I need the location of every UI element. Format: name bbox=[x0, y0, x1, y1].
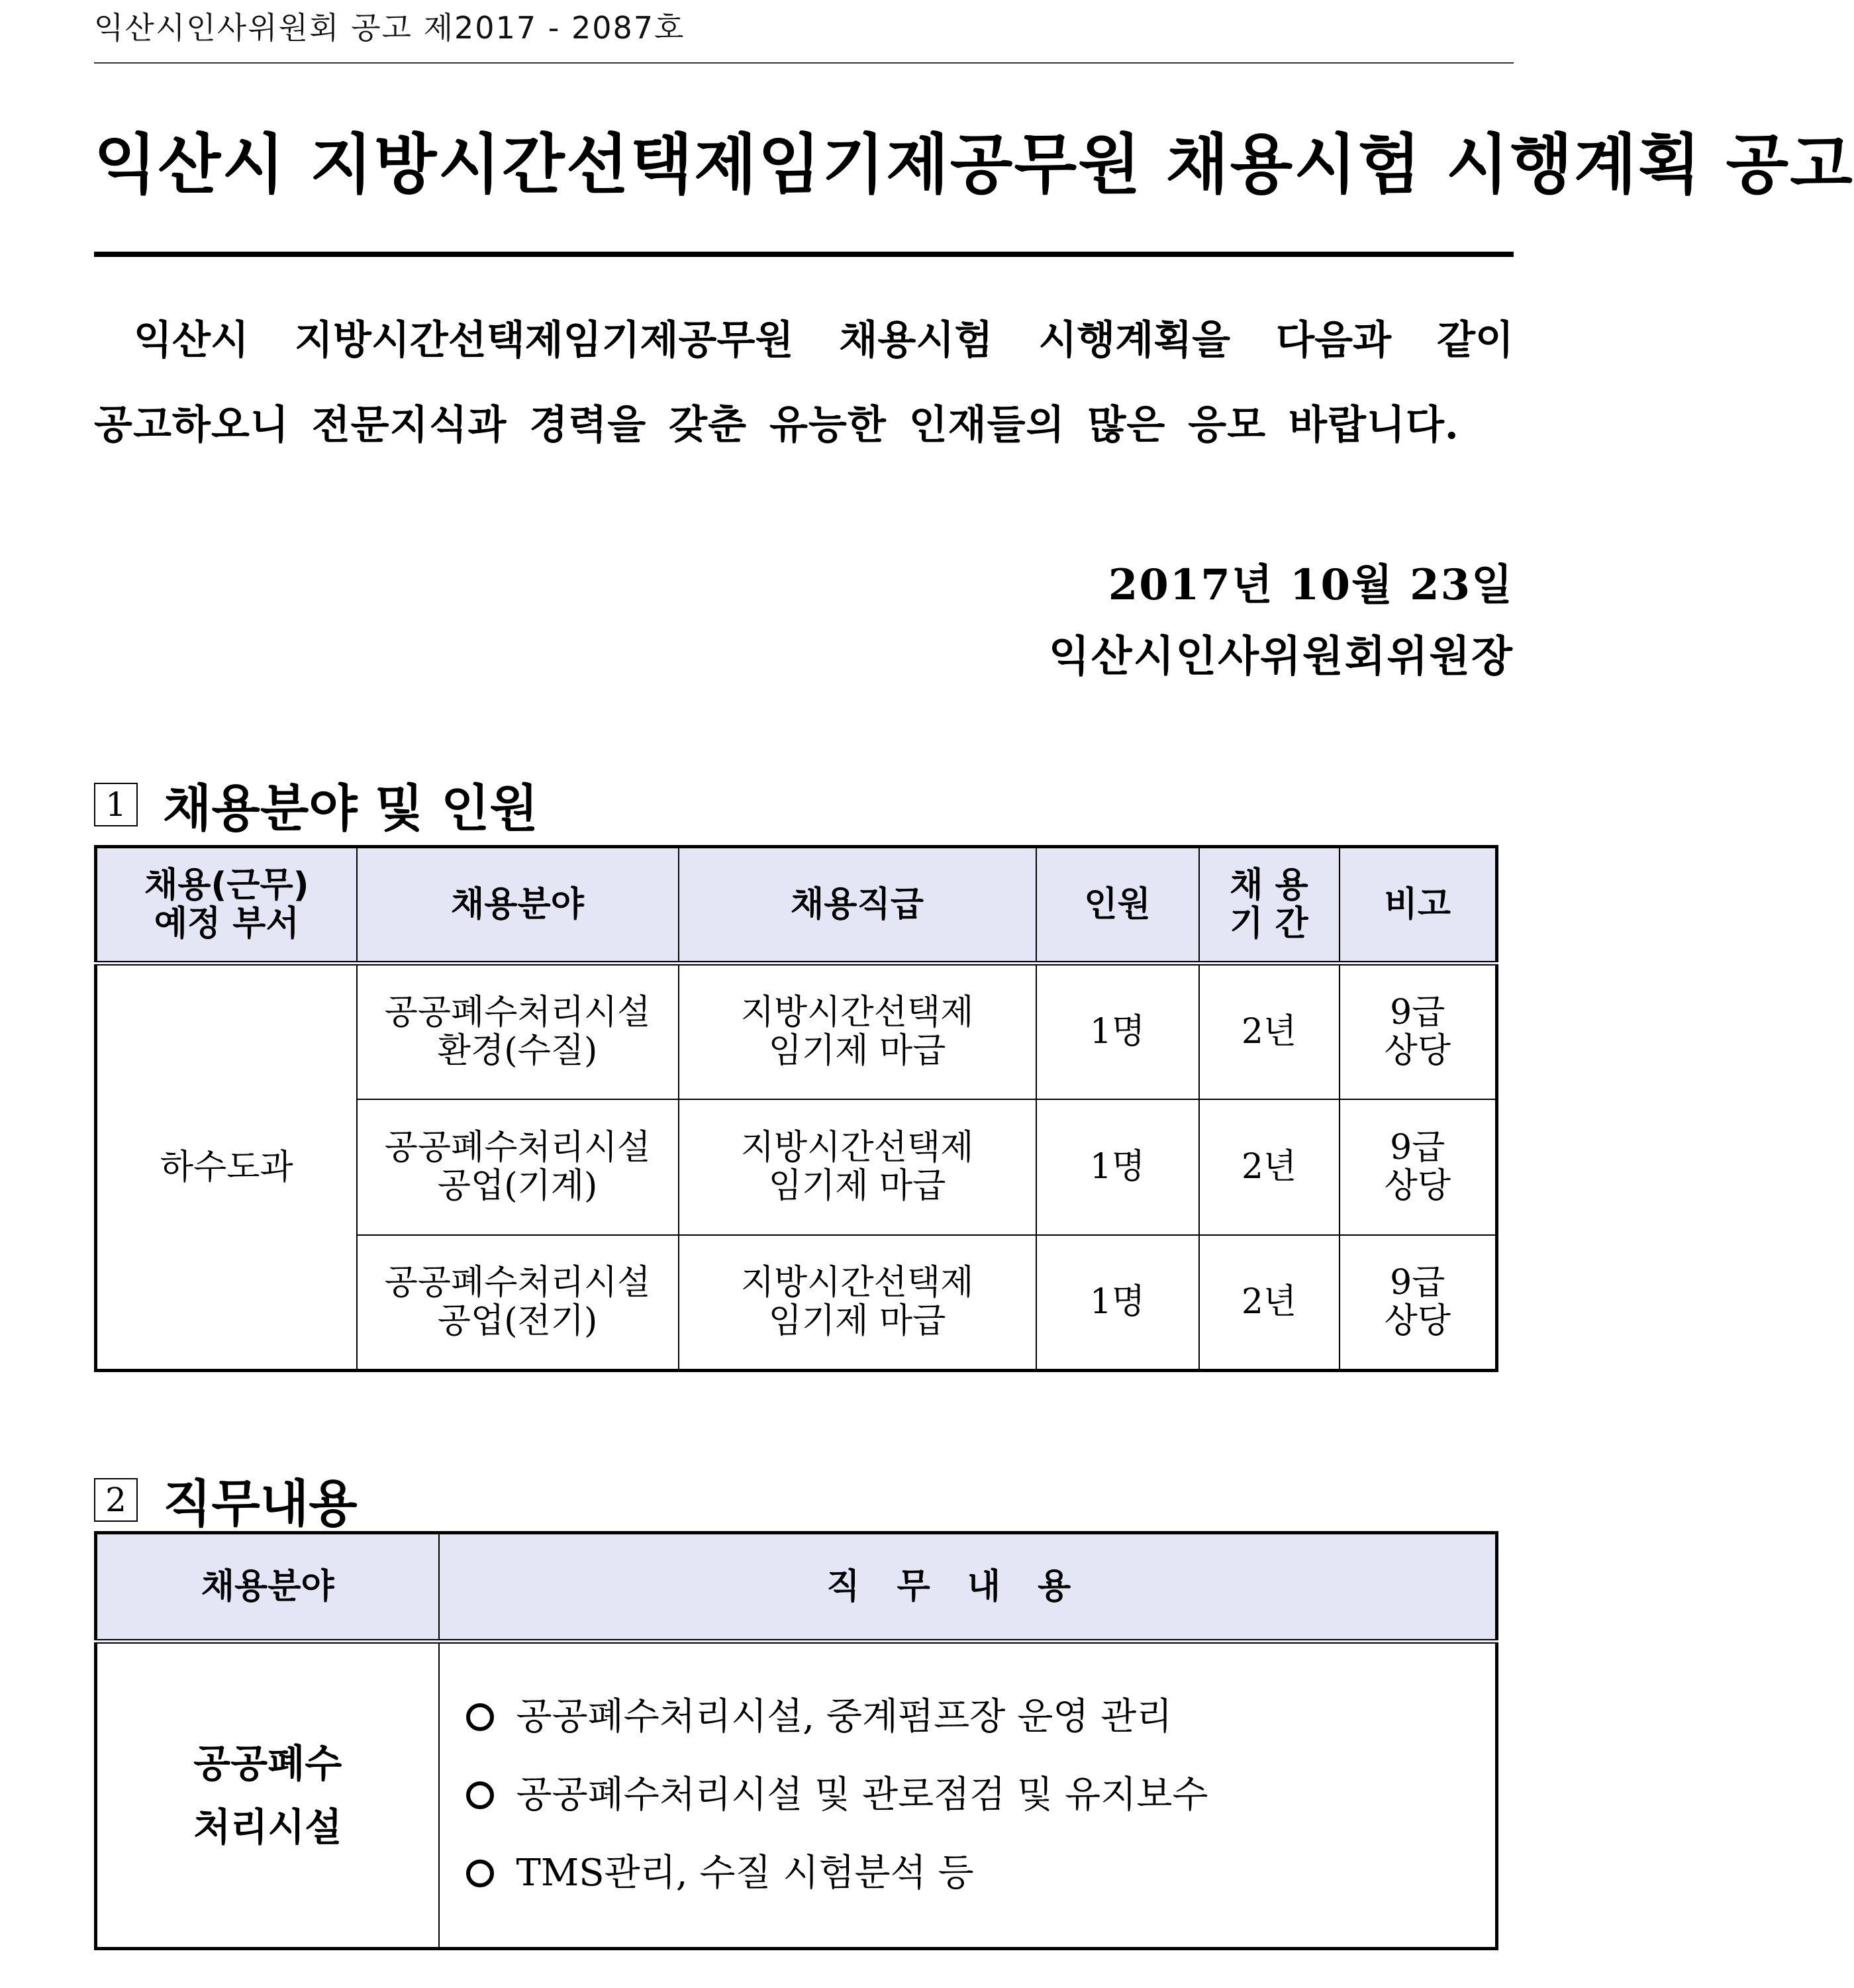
header-department: 채용(근무) 예정 부서 bbox=[96, 847, 357, 964]
header-field: 채용분야 bbox=[357, 847, 679, 964]
intro-line-2: 공고하오니 전문지식과 경력을 갖춘 유능한 인재들의 많은 응모 바랍니다. bbox=[94, 402, 1459, 448]
department-cell: 하수도과 bbox=[96, 964, 357, 1371]
header-period: 채 용 기 간 bbox=[1199, 847, 1340, 964]
intro-line-1: 익산시 지방시간선택제임기제공무원 채용시험 시행계획을 다음과 같이 bbox=[134, 317, 1514, 364]
count-cell: 1명 bbox=[1036, 1235, 1199, 1371]
table-header-row bbox=[96, 847, 1497, 964]
field-cell: 공공폐수처리시설 환경(수질) bbox=[357, 964, 679, 1099]
section-1-title: 채용분야 및 인원 bbox=[163, 779, 538, 838]
list-item: 공공폐수처리시설, 중계펌프장 운영 관리 bbox=[466, 1678, 1496, 1756]
circle-bullet-icon bbox=[466, 1703, 494, 1731]
duty-header-field: 채용분야 bbox=[96, 1533, 439, 1642]
document-title: 익산시 지방시간선택제임기제공무원 채용시험 시행계획 공고 bbox=[94, 127, 1854, 203]
section-1-heading bbox=[94, 768, 538, 840]
circle-bullet-icon bbox=[466, 1781, 494, 1809]
intro-paragraph bbox=[94, 298, 1514, 468]
period-cell: 2년 bbox=[1199, 1099, 1340, 1235]
section-2-title: 직무내용 bbox=[163, 1474, 358, 1533]
duty-list bbox=[439, 1642, 1497, 1949]
duty-row bbox=[96, 1642, 1497, 1949]
announcement-date: 2017년 10월 23일 bbox=[1108, 560, 1514, 610]
list-item: 공공폐수처리시설 및 관로점검 및 유지보수 bbox=[466, 1756, 1496, 1834]
circle-bullet-icon bbox=[466, 1860, 494, 1887]
header-note: 비고 bbox=[1340, 847, 1497, 964]
count-cell: 1명 bbox=[1036, 1099, 1199, 1235]
note-cell: 9급 상당 bbox=[1340, 1235, 1497, 1371]
duty-header-row bbox=[96, 1533, 1497, 1642]
section-1-number: 1 bbox=[94, 783, 138, 826]
section-2-number: 2 bbox=[94, 1478, 138, 1522]
header-count: 인원 bbox=[1036, 847, 1199, 964]
header-grade: 채용직급 bbox=[679, 847, 1036, 964]
header-divider bbox=[94, 62, 1514, 64]
count-cell: 1명 bbox=[1036, 964, 1199, 1099]
period-cell: 2년 bbox=[1199, 1235, 1340, 1371]
field-cell: 공공폐수처리시설 공업(기계) bbox=[357, 1099, 679, 1235]
grade-cell: 지방시간선택제 임기제 마급 bbox=[679, 1099, 1036, 1235]
list-item: TMS관리, 수질 시험분석 등 bbox=[466, 1834, 1496, 1913]
recruitment-table bbox=[94, 845, 1498, 1372]
section-2-heading bbox=[94, 1464, 358, 1536]
field-cell: 공공폐수처리시설 공업(전기) bbox=[357, 1235, 679, 1371]
grade-cell: 지방시간선택제 임기제 마급 bbox=[679, 1235, 1036, 1371]
note-cell: 9급 상당 bbox=[1340, 964, 1497, 1099]
note-cell: 9급 상당 bbox=[1340, 1099, 1497, 1235]
notice-number: 익산시인사위원회 공고 제2017 - 2087호 bbox=[94, 10, 685, 46]
duty-header-duty: 직무내용 bbox=[439, 1533, 1497, 1642]
grade-cell: 지방시간선택제 임기제 마급 bbox=[679, 964, 1036, 1099]
period-cell: 2년 bbox=[1199, 964, 1340, 1099]
duty-table bbox=[94, 1531, 1498, 1950]
signer: 익산시인사위원회위원장 bbox=[1048, 632, 1514, 681]
table-row bbox=[96, 964, 1497, 1099]
duty-field-cell: 공공폐수 처리시설 bbox=[96, 1642, 439, 1949]
title-divider bbox=[94, 252, 1514, 257]
